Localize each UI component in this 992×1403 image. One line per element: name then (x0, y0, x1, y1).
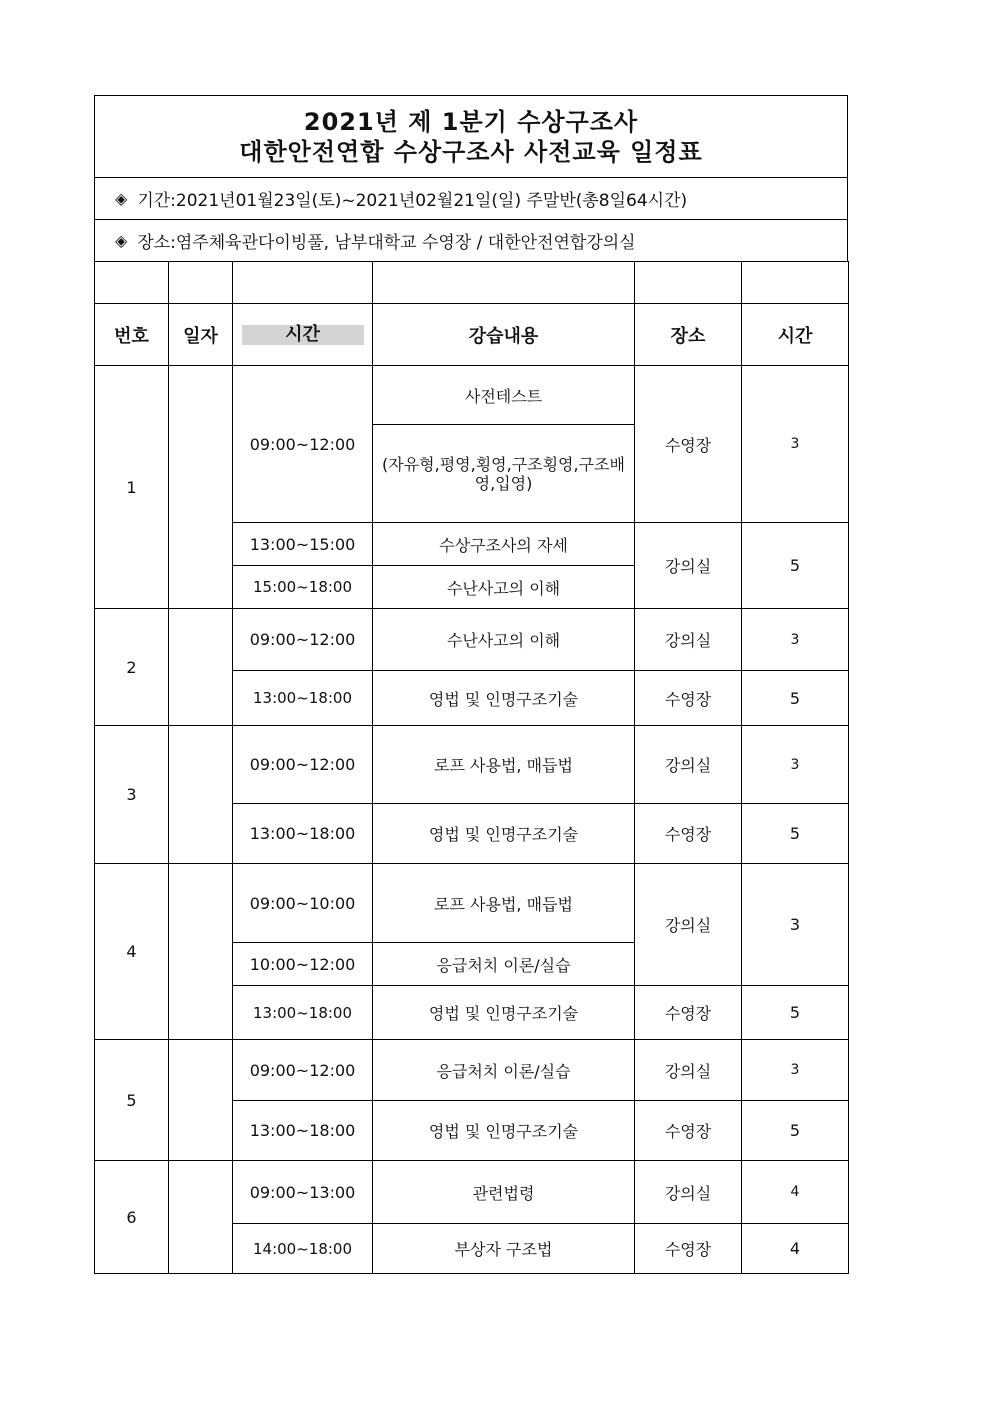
header-time-label: 시간 (242, 325, 364, 345)
session-place: 강의실 (635, 1040, 742, 1101)
session-content: 부상자 구조법 (373, 1224, 635, 1274)
session-content: 영법 및 인명구조기술 (373, 986, 635, 1040)
day-date (169, 1040, 233, 1161)
blank-row (95, 262, 849, 304)
header-number: 번호 (95, 304, 169, 366)
day-number: 4 (95, 864, 169, 1040)
period-row (94, 177, 848, 219)
day-date (169, 864, 233, 1040)
day-date (169, 366, 233, 609)
session-content: 로프 사용법, 매듭법 (373, 864, 635, 943)
session-hours: 4 (742, 1224, 849, 1274)
session-content: 사전테스트 (373, 366, 635, 425)
session-place: 강의실 (635, 726, 742, 804)
session-place: 수영장 (635, 366, 742, 523)
session-hours: 5 (742, 1101, 849, 1161)
title-line-2: 대한안전연합 수상구조사 사전교육 일정표 (239, 137, 703, 166)
session-hours: 3 (742, 726, 849, 804)
header-row (95, 304, 849, 366)
session-hours: 3 (742, 366, 849, 523)
day-date (169, 1161, 233, 1274)
session-time: 13:00~18:00 (233, 1101, 373, 1161)
session-content: 영법 및 인명구조기술 (373, 804, 635, 864)
session-content: 수난사고의 이해 (373, 609, 635, 671)
session-time: 09:00~12:00 (233, 609, 373, 671)
session-time: 14:00~18:00 (233, 1224, 373, 1274)
table-row (95, 864, 849, 943)
session-hours: 5 (742, 523, 849, 609)
session-content: 관련법령 (373, 1161, 635, 1224)
session-content: 수난사고의 이해 (373, 566, 635, 609)
session-time: 13:00~18:00 (233, 804, 373, 864)
period-text: 기간:2021년01월23일(토)~2021년02월21일(일) 주말반(총8일64시간) (137, 191, 688, 211)
session-content: 영법 및 인명구조기술 (373, 1101, 635, 1161)
session-time: 09:00~12:00 (233, 726, 373, 804)
session-content: 응급처치 이론/실습 (373, 943, 635, 986)
table-row (95, 1161, 849, 1224)
session-hours: 3 (742, 609, 849, 671)
session-time: 13:00~15:00 (233, 523, 373, 566)
document-title (94, 95, 848, 177)
header-time (233, 304, 373, 366)
day-date (169, 609, 233, 726)
session-hours: 3 (742, 1040, 849, 1101)
session-time: 09:00~10:00 (233, 864, 373, 943)
session-time: 13:00~18:00 (233, 671, 373, 726)
day-number: 5 (95, 1040, 169, 1161)
session-place: 강의실 (635, 1161, 742, 1224)
session-time: 10:00~12:00 (233, 943, 373, 986)
session-hours: 4 (742, 1161, 849, 1224)
header-hours: 시간 (742, 304, 849, 366)
day-number: 6 (95, 1161, 169, 1274)
table-row (95, 609, 849, 671)
session-hours: 5 (742, 671, 849, 726)
session-time: 09:00~12:00 (233, 1040, 373, 1101)
table-row (95, 726, 849, 804)
session-content: 영법 및 인명구조기술 (373, 671, 635, 726)
session-place: 수영장 (635, 671, 742, 726)
header-place: 장소 (635, 304, 742, 366)
session-place: 수영장 (635, 1224, 742, 1274)
day-number: 3 (95, 726, 169, 864)
diamond-bullet-icon: ◈ (115, 189, 128, 208)
session-hours: 5 (742, 804, 849, 864)
session-hours: 5 (742, 986, 849, 1040)
table-row (95, 366, 849, 425)
day-date (169, 726, 233, 864)
table-row (95, 1040, 849, 1101)
diamond-bullet-icon: ◈ (115, 231, 128, 250)
session-place: 강의실 (635, 523, 742, 609)
session-place: 강의실 (635, 609, 742, 671)
session-place: 수영장 (635, 986, 742, 1040)
session-time: 15:00~18:00 (233, 566, 373, 609)
session-content: 수상구조사의 자세 (373, 523, 635, 566)
session-time: 09:00~12:00 (233, 366, 373, 523)
schedule-table (94, 261, 849, 1274)
session-time: 09:00~13:00 (233, 1161, 373, 1224)
place-text: 장소:염주체육관다이빙풀, 남부대학교 수영장 / 대한안전연합강의실 (137, 233, 636, 253)
session-time: 13:00~18:00 (233, 986, 373, 1040)
session-place: 수영장 (635, 1101, 742, 1161)
session-content: 로프 사용법, 매듭법 (373, 726, 635, 804)
session-place: 수영장 (635, 804, 742, 864)
session-hours: 3 (742, 864, 849, 986)
place-row (94, 219, 848, 261)
session-place: 강의실 (635, 864, 742, 986)
schedule-document (94, 95, 848, 1274)
title-line-1: 2021년 제 1분기 수상구조사 (303, 107, 639, 136)
session-content-detail: (자유형,평영,횡영,구조횡영,구조배영,입영) (373, 425, 635, 523)
header-content: 강습내용 (373, 304, 635, 366)
day-number: 2 (95, 609, 169, 726)
session-content: 응급처치 이론/실습 (373, 1040, 635, 1101)
day-number: 1 (95, 366, 169, 609)
header-date: 일자 (169, 304, 233, 366)
